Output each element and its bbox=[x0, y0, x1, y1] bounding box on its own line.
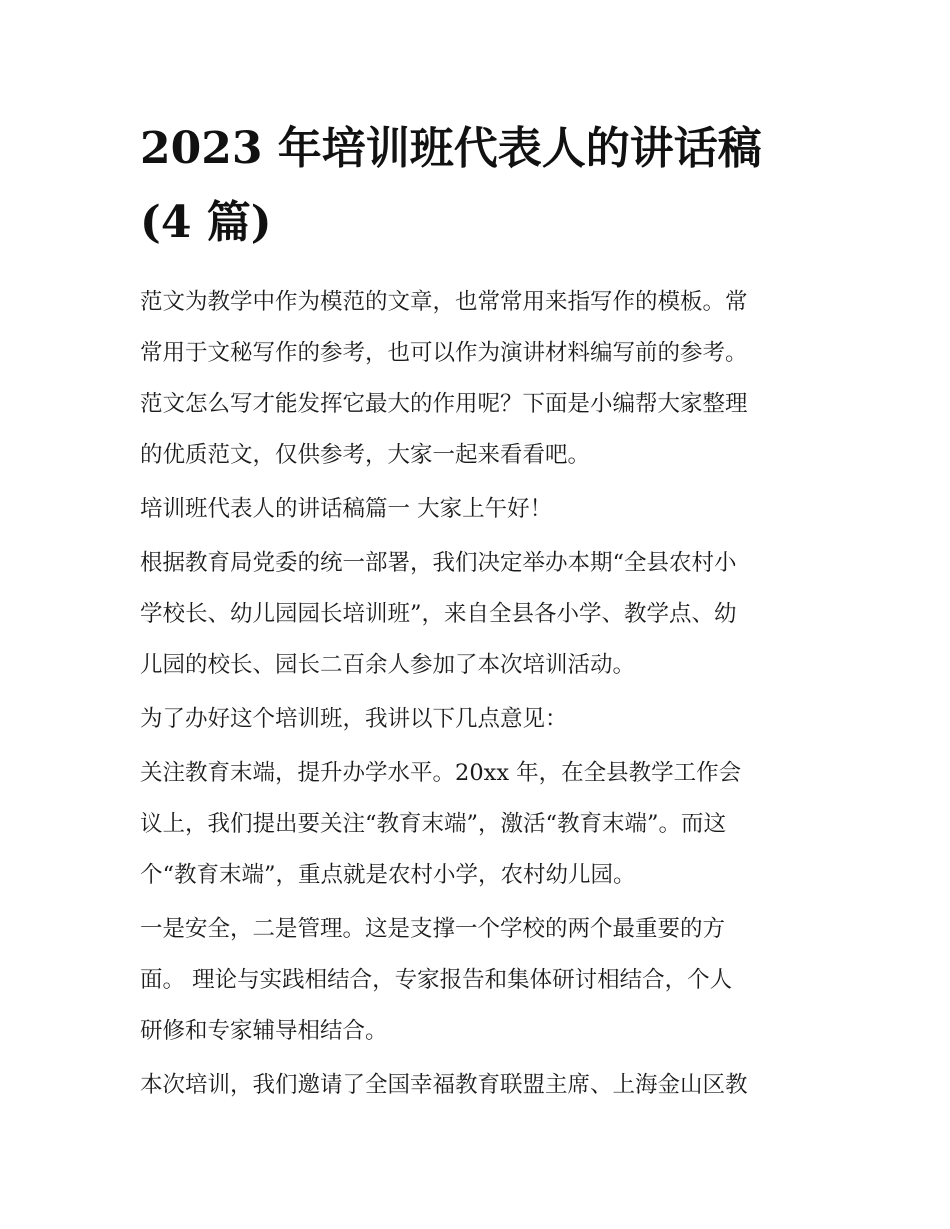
text-line: 范文怎么写才能发挥它最大的作用呢？下面是小编帮大家整理 bbox=[140, 391, 748, 417]
text-line: 学校长、幼儿园园长培训班”，来自全县各小学、教学点、幼 bbox=[140, 601, 737, 627]
text-line: 儿园的校长、园长二百余人参加了本次培训活动。 bbox=[140, 652, 636, 678]
body-paragraph bbox=[140, 748, 830, 901]
text-line: 议上，我们提出要关注“教育末端”，激活“教育末端”。而这 bbox=[140, 811, 727, 837]
body-paragraph bbox=[140, 1060, 830, 1111]
text-line: 范文为教学中作为模范的文章，也常常用来指写作的模板。常 bbox=[140, 289, 748, 315]
text-line: 关注教育末端，提升办学水平。20xx 年，在全县教学工作会 bbox=[140, 760, 742, 786]
text-line: 根据教育局党委的统一部署，我们决定举办本期“全县农村小 bbox=[140, 550, 737, 576]
document-title bbox=[140, 112, 840, 260]
text-line: 一是安全，二是管理。这是支撑一个学校的两个最重要的方 bbox=[140, 916, 726, 942]
intro-paragraph bbox=[140, 277, 830, 481]
body-paragraph bbox=[140, 694, 830, 745]
body-paragraph bbox=[140, 904, 830, 1057]
text-line: 的优质范文，仅供参考，大家一起来看看吧。 bbox=[140, 442, 591, 468]
text-line: 面。 理论与实践相结合，专家报告和集体研讨相结合，个人 bbox=[140, 967, 733, 993]
body-paragraph bbox=[140, 538, 830, 691]
text-line: 培训班代表人的讲话稿篇一 大家上午好！ bbox=[140, 496, 553, 522]
text-line: 研修和专家辅导相结合。 bbox=[140, 1018, 388, 1044]
title-line: 2023 年培训班代表人的讲话稿 bbox=[140, 123, 762, 174]
document-body bbox=[140, 277, 830, 1114]
text-line: 为了办好这个培训班，我讲以下几点意见： bbox=[140, 706, 568, 732]
section-heading-paragraph bbox=[140, 484, 830, 535]
text-line: 个“教育末端”，重点就是农村小学，农村幼儿园。 bbox=[140, 862, 636, 888]
title-line: (4 篇) bbox=[140, 197, 272, 248]
text-line: 本次培训，我们邀请了全国幸福教育联盟主席、上海金山区教 bbox=[140, 1072, 748, 1098]
text-line: 常用于文秘写作的参考，也可以作为演讲材料编写前的参考。 bbox=[140, 340, 748, 366]
